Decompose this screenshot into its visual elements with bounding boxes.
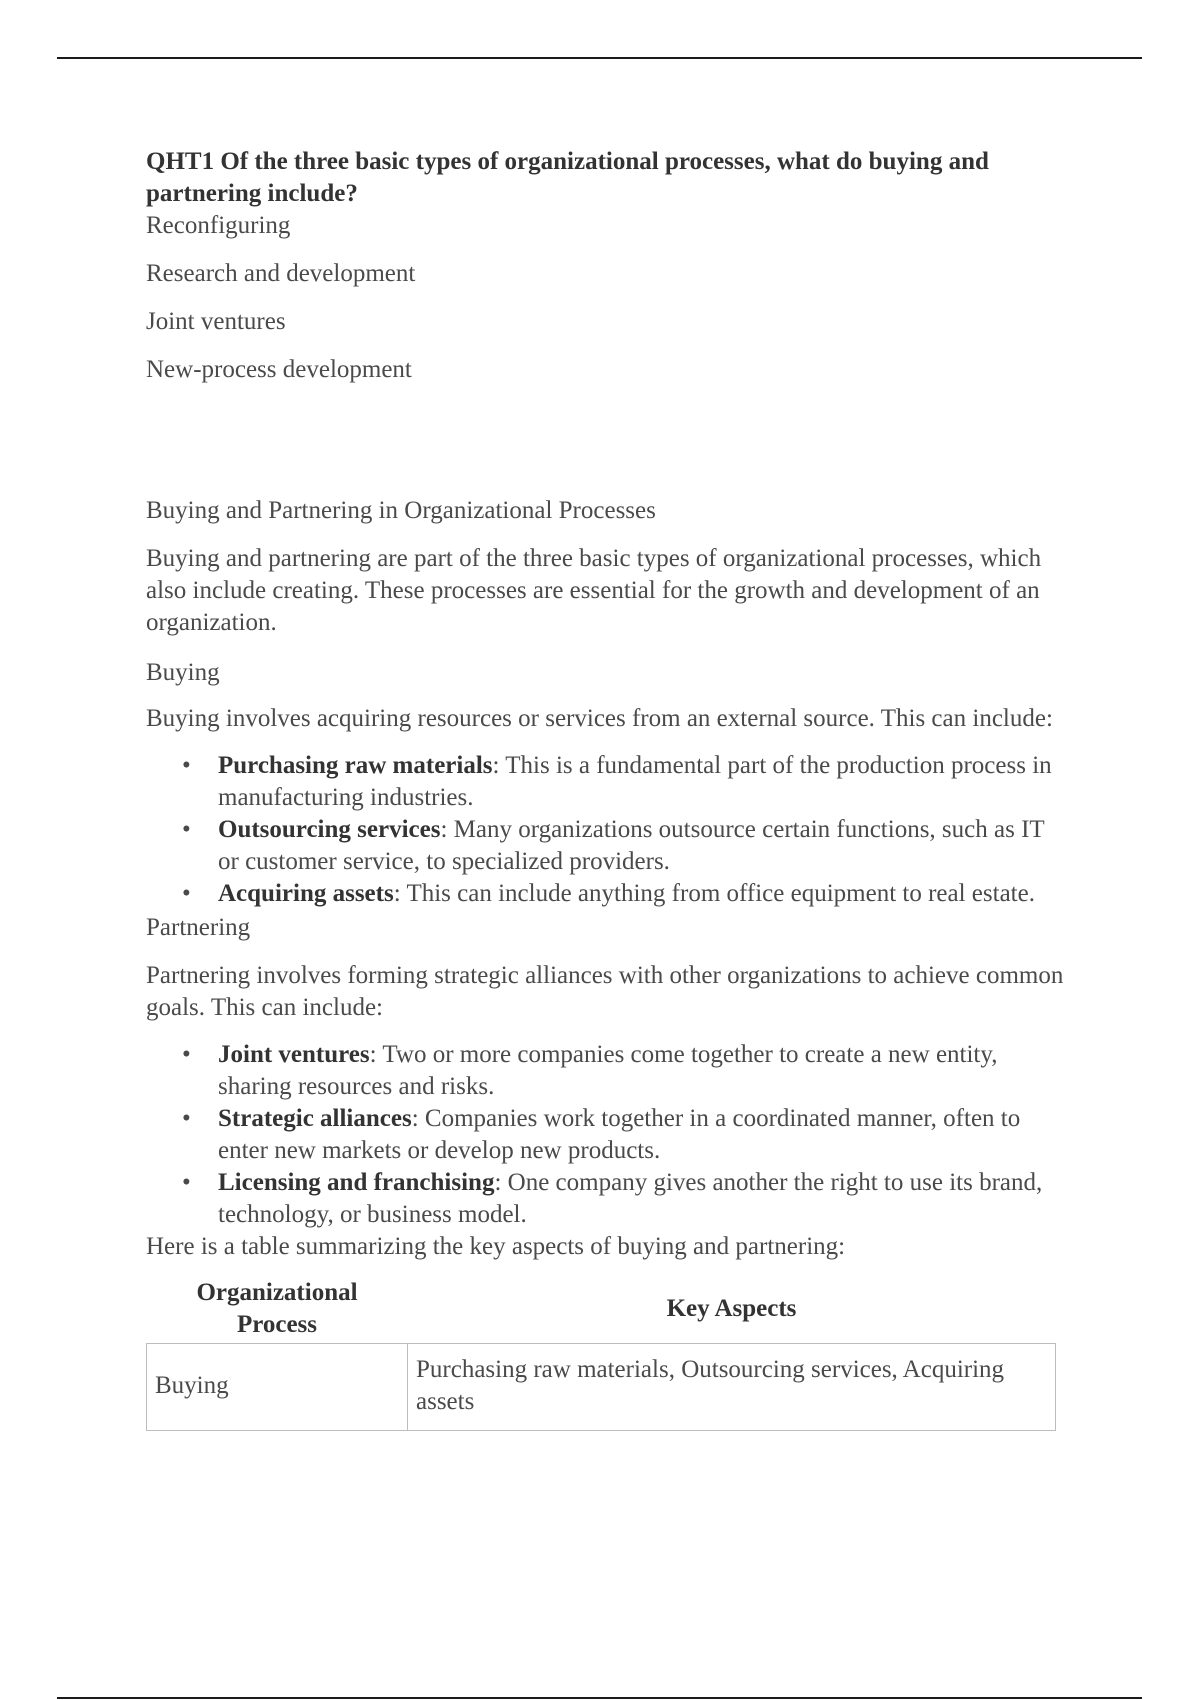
partnering-list xyxy=(146,1039,1066,1231)
list-item-term: Outsourcing services xyxy=(218,816,441,843)
table-row xyxy=(147,1344,1056,1431)
partnering-text: Partnering involves forming strategic alliances with other organizations to achieve common goals. This can include: xyxy=(146,962,1064,1021)
top-rule xyxy=(57,57,1142,59)
list-item xyxy=(146,878,1066,910)
option-4: New-process development xyxy=(146,356,412,383)
option-3: Joint ventures xyxy=(146,308,286,335)
bullet: • xyxy=(182,816,191,843)
table-header-aspects: Key Aspects xyxy=(666,1295,797,1322)
list-item-term: Purchasing raw materials xyxy=(218,752,493,779)
explanation-intro: Buying and partnering are part of the three basic types of organizational processes, which also include creating. These processes are essential for the growth and development of an organization. xyxy=(146,545,1042,636)
list-item xyxy=(146,1167,1066,1231)
bullet: • xyxy=(182,1169,191,1196)
buying-text: Buying involves acquiring resources or services from an external source. This can include: xyxy=(146,705,1053,732)
bullet: • xyxy=(182,1041,191,1068)
option-1: Reconfiguring xyxy=(146,212,291,239)
table-header-process: Organizational Process xyxy=(196,1279,358,1338)
document-body xyxy=(146,146,1066,1431)
buying-heading: Buying xyxy=(146,659,220,686)
bullet: • xyxy=(182,752,191,779)
list-item xyxy=(146,750,1066,814)
option-2: Research and development xyxy=(146,260,416,287)
list-item-term: Strategic alliances xyxy=(218,1105,412,1132)
list-item xyxy=(146,814,1066,878)
bullet: • xyxy=(182,880,191,907)
list-item-term: Licensing and franchising xyxy=(218,1169,495,1196)
question-text: QHT1 Of the three basic types of organizational processes, what do buying and partnering include? xyxy=(146,148,989,207)
list-item-desc: : Companies work together in a coordinated manner, often to enter new markets or develop new products. xyxy=(218,1105,1021,1164)
list-item xyxy=(146,1103,1066,1167)
answer-options xyxy=(146,210,1066,386)
table-header-row xyxy=(147,1277,1056,1344)
summary-table xyxy=(146,1277,1056,1431)
list-item xyxy=(146,1039,1066,1103)
bottom-rule xyxy=(57,1697,1142,1699)
list-item-term: Joint ventures xyxy=(218,1041,370,1068)
buying-list xyxy=(146,750,1066,910)
explanation-title: Buying and Partnering in Organizational Processes xyxy=(146,497,656,524)
list-item-desc: : One company gives another the right to use its brand, technology, or business model. xyxy=(218,1169,1043,1228)
list-item-desc: : Many organizations outsource certain functions, such as IT or customer service, to specialized providers. xyxy=(218,816,1045,875)
list-item-desc: : This can include anything from office equipment to real estate. xyxy=(393,880,1035,907)
table-cell-process: Buying xyxy=(147,1344,408,1431)
table-cell-aspects: Purchasing raw materials, Outsourcing services, Acquiring assets xyxy=(408,1344,1056,1431)
table-intro: Here is a table summarizing the key aspects of buying and partnering: xyxy=(146,1233,846,1260)
list-item-desc: : This is a fundamental part of the production process in manufacturing industries. xyxy=(218,752,1052,811)
list-item-term: Acquiring assets xyxy=(218,880,394,907)
partnering-heading: Partnering xyxy=(146,914,251,941)
bullet: • xyxy=(182,1105,191,1132)
list-item-desc: : Two or more companies come together to create a new entity, sharing resources and risks. xyxy=(218,1041,998,1100)
